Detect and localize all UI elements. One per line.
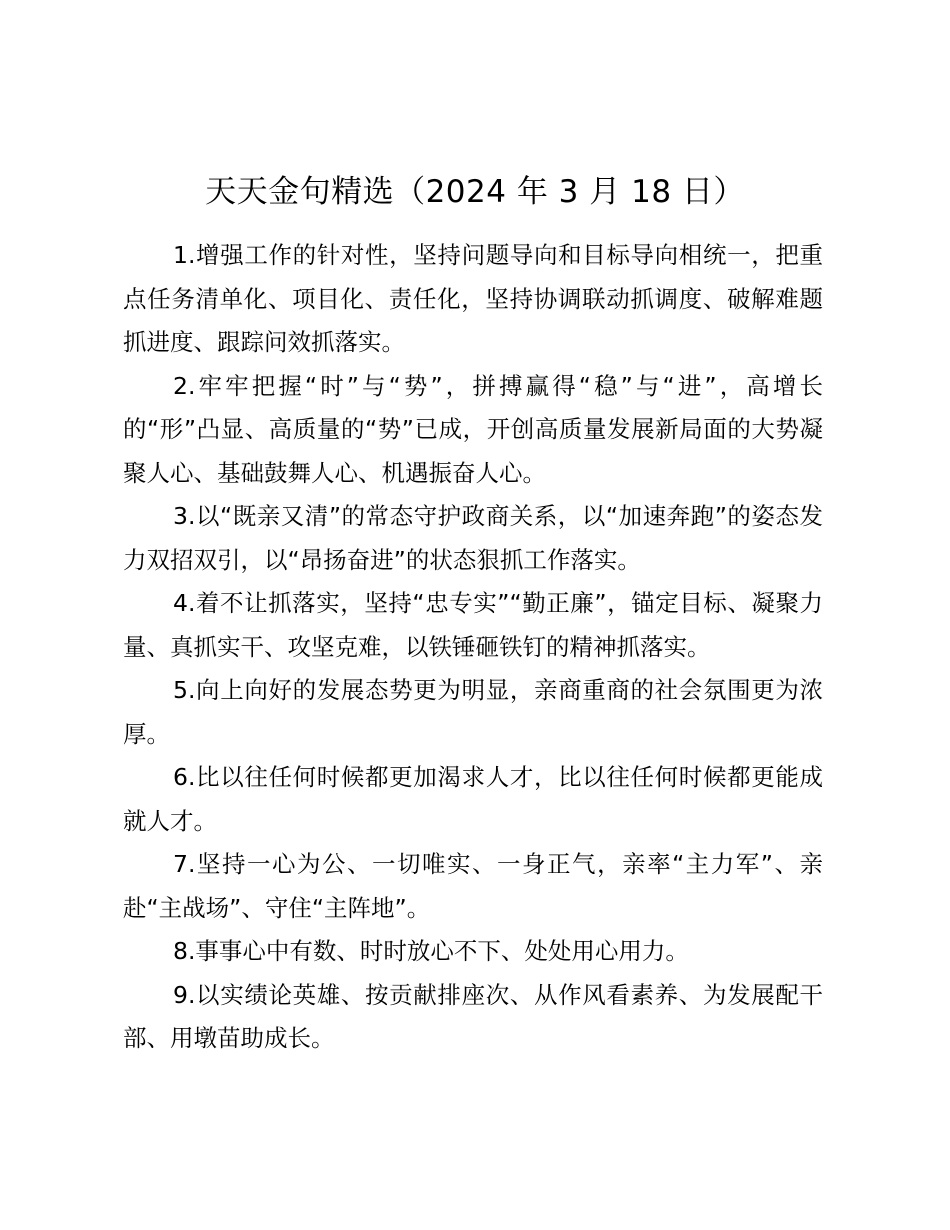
paragraph-5: 5.向上向好的发展态势更为明显，亲商重商的社会氛围更为浓厚。 <box>123 676 823 748</box>
paragraph-7: 7.坚持一心为公、一切唯实、一身正气，亲率“主力军”、亲赴“主战场”、守住“主阵地”。 <box>123 850 823 922</box>
paragraph-1: 1.增强工作的针对性，坚持问题导向和目标导向相统一，把重点任务清单化、项目化、责任化，坚持协调联动抓调度、破解难题抓进度、跟踪问效抓落实。 <box>123 241 823 356</box>
paragraph-4: 4.着不让抓落实，坚持“忠专实”“勤正廉”，锚定目标、凝聚力量、真抓实干、攻坚克难，以铁锤砸铁钉的精神抓落实。 <box>123 589 823 661</box>
paragraph-6: 6.比以往任何时候都更加渴求人才，比以往任何时候都更能成就人才。 <box>123 763 823 835</box>
paragraph-9: 9.以实绩论英雄、按贡献排座次、从作风看素养、为发展配干部、用墩苗助成长。 <box>123 980 823 1052</box>
paragraph-3: 3.以“既亲又清”的常态守护政商关系，以“加速奔跑”的姿态发力双招双引，以“昂扬奋进”的状态狠抓工作落实。 <box>123 502 823 574</box>
document-title: 天天金句精选（2024 年 3 月 18 日） <box>205 174 745 210</box>
paragraph-2: 2.牢牢把握“时”与“势”，拼搏赢得“稳”与“进”，高增长的“形”凸显、高质量的“势”已成，开创高质量发展新局面的大势凝聚人心、基础鼓舞人心、机遇振奋人心。 <box>123 371 823 487</box>
paragraph-8: 8.事事心中有数、时时放心不下、处处用心用力。 <box>173 937 689 965</box>
document-body <box>123 234 823 1061</box>
